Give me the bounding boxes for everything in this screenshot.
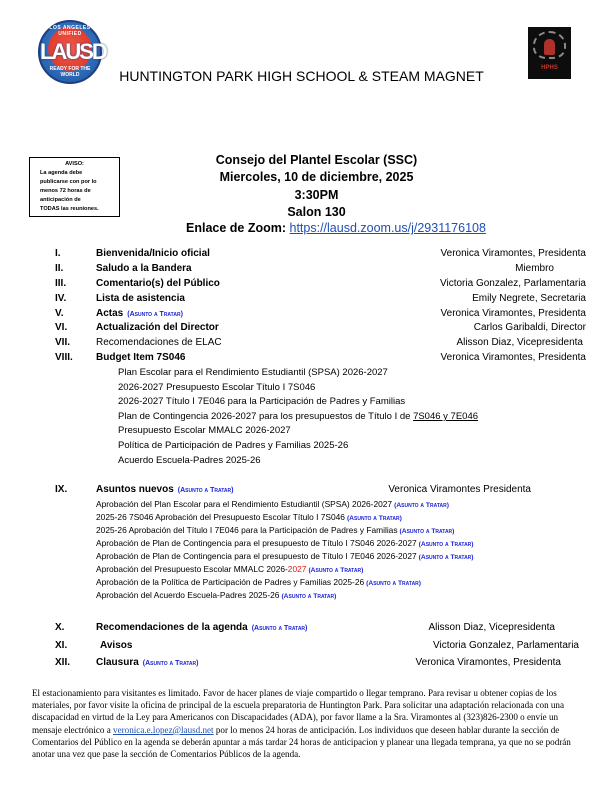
agenda-title-text: Clausura	[96, 657, 139, 668]
discussion-tag: (Asunto a Tratar)	[251, 625, 308, 632]
school-name: HUNTINGTON PARK HIGH SCHOOL & STEAM MAGNET	[119, 68, 484, 84]
agenda-number: II.	[55, 263, 64, 274]
new-item-text: Aprobación del Acuerdo Escuela-Padres 2025-26	[96, 590, 280, 600]
contact-email-link[interactable]: veronica.e.lopez@lausd.net	[113, 724, 214, 735]
footer-text-after: por lo menos 24 horas de anticipación. Los individuos que deseen hablar durante la sección de Comentarios del Público en la agenda se deberán apuntar a más tardar 24 horas de anticipacion y planear una llegada temprana, ya que no se podrán anotar una vez que pase la sección de Comentarios Públicos de la agenda.	[32, 724, 571, 760]
agenda-number: VII.	[55, 337, 71, 348]
new-item-text: Aprobación de Plan de Contingencia para el presupuesto de Título I 7E046 2026-2027	[96, 551, 417, 561]
new-item-text: Aprobación de la Política de Participación de Padres y Familias 2025-26	[96, 577, 365, 587]
agenda-presenter: Carlos Garibaldi, Director	[473, 322, 586, 333]
notice-line: publicarse con por lo	[40, 179, 97, 185]
zoom-line	[186, 221, 486, 235]
new-item	[96, 564, 363, 574]
agenda-number: V.	[55, 308, 64, 319]
agenda-title: Budget Item 7S046	[96, 352, 186, 363]
agenda-title-text: Avisos	[100, 640, 133, 651]
notice-line: La agenda debe	[40, 170, 83, 176]
meeting-room: Salon 130	[287, 205, 346, 219]
discussion-tag: (Asunto a Tratar)	[281, 593, 337, 600]
agenda-presenter: Veronica Viramontes Presidenta	[388, 484, 531, 495]
zoom-label: Enlace de Zoom:	[186, 221, 290, 235]
budget-subitem: 2026-2027 Presupuesto Escolar Título I 7S046	[118, 382, 316, 393]
budget-subitem: Política de Participación de Padres y Familias 2025-26	[118, 440, 349, 451]
agenda-title: Actualización del Director	[96, 322, 219, 333]
new-item	[96, 512, 402, 522]
agenda-title	[96, 657, 198, 668]
budget-subitem	[118, 411, 478, 422]
discussion-tag: (Asunto a Tratar)	[308, 567, 364, 574]
meeting-title: Consejo del Plantel Escolar (SSC)	[215, 153, 418, 167]
agenda-title	[96, 640, 132, 651]
meeting-time: 3:30PM	[294, 188, 339, 202]
discussion-tag: (Asunto a Tratar)	[394, 502, 449, 509]
new-item	[96, 577, 421, 587]
logo-ring-bottom-text: READY FOR THE WORLD	[49, 66, 91, 78]
budget-subitem: Plan Escolar para el Rendimiento Estudiantil (SPSA) 2026-2027	[118, 367, 388, 378]
notice-line: menos 72 horas de	[40, 188, 91, 194]
agenda-title: Recomendaciones de ELAC	[96, 337, 222, 348]
agenda-presenter: Alisson Diaz, Vicepresidenta	[456, 337, 583, 348]
agenda-number: X.	[55, 622, 65, 633]
notice-line: TODAS las reuniones.	[40, 206, 99, 212]
agenda-number: XI.	[55, 640, 68, 651]
new-item	[96, 538, 474, 548]
meeting-date: Miercoles, 10 de diciembre, 2025	[219, 170, 414, 184]
agenda-title: Bienvenida/Inicio oficial	[96, 248, 210, 259]
agenda-number: I.	[55, 248, 61, 259]
new-item-text: 2025-26 Aprobación del Título I 7E046 para la Participación de Padres y Familias	[96, 525, 398, 535]
agenda-presenter: Miembro	[515, 263, 554, 274]
logo-ring-top-text: LOS ANGELES UNIFIED	[49, 25, 91, 37]
zoom-link[interactable]: https://lausd.zoom.us/j/2931176108	[289, 221, 486, 235]
budget-subitem: Acuerdo Escuela-Padres 2025-26	[118, 455, 261, 466]
agenda-presenter: Veronica Viramontes, Presidenta	[415, 657, 561, 668]
notice-title: AVISO:	[65, 161, 84, 167]
agenda-title: Lista de asistencia	[96, 293, 185, 304]
agenda-presenter: Veronica Viramontes, Presidenta	[440, 248, 586, 259]
discussion-tag: (Asunto a Tratar)	[127, 311, 183, 318]
agenda-title-text: Recomendaciones de la agenda	[96, 622, 248, 633]
discussion-tag: (Asunto a Tratar)	[177, 487, 234, 494]
agenda-number: IX.	[55, 484, 68, 495]
agenda-presenter: Veronica Viramontes, Presidenta	[440, 352, 586, 363]
footer-note	[32, 687, 577, 760]
agenda-presenter: Veronica Viramontes, Presidenta	[440, 308, 586, 319]
new-item-text: Aprobación de Plan de Contingencia para el presupuesto de Título I 7S046 2026-2027	[96, 538, 417, 548]
discussion-tag: (Asunto a Tratar)	[366, 580, 422, 587]
new-item	[96, 551, 474, 561]
discussion-tag: (Asunto a Tratar)	[418, 554, 474, 561]
agenda-title: Saludo a la Bandera	[96, 263, 192, 274]
budget-codes-underlined: 7S046 y 7E046	[413, 411, 479, 422]
agenda-presenter: Victoria Gonzalez, Parlamentaria	[433, 640, 579, 651]
agenda-title: Comentario(s) del Público	[96, 278, 220, 289]
budget-subitem: Presupuesto Escolar MMALC 2026-2027	[118, 425, 291, 436]
agenda-presenter: Victoria Gonzalez, Parlamentaria	[440, 278, 586, 289]
new-item-text: Aprobación del Plan Escolar para el Rendimiento Estudiantil (SPSA) 2026-2027	[96, 499, 393, 509]
new-item	[96, 590, 336, 600]
agenda-presenter: Emily Negrete, Secretaria	[472, 293, 586, 304]
discussion-tag: (Asunto a Tratar)	[399, 528, 455, 535]
discussion-tag: (Asunto a Tratar)	[142, 660, 199, 667]
agenda-title	[96, 308, 183, 319]
agenda-title	[96, 622, 307, 633]
new-item	[96, 525, 454, 535]
agenda-title-text: Asuntos nuevos	[96, 484, 174, 495]
agenda-number: III.	[55, 278, 67, 289]
hphs-logo-text: HPHS	[541, 65, 558, 71]
new-item-red-year: 2027	[287, 564, 307, 574]
new-item	[96, 499, 449, 509]
agenda-number: VIII.	[55, 352, 73, 363]
agenda-number: IV.	[55, 293, 67, 304]
agenda-number: XII.	[55, 657, 71, 668]
footer-text-before: El estacionamiento para visitantes es limitado. Favor de hacer planes de viaje compartido o llegar temprano. Para revisar u obtener copias de los materiales, por favor visite la oficina de principal de la escuela preparatoria de Huntington Park. Para solicitar una adaptación relacionada con una discapacidad en virtud de la Ley para Americanos con Discapacidades (ADA), por favor llame a la Sra. Viramontes al (323)826-2300 o envíe un mensaje electrónico a	[32, 688, 565, 735]
budget-subitem-text: Plan de Contingencia 2026-2027 para los presupuestos de Título I de	[118, 411, 414, 422]
agenda-number: VI.	[55, 322, 68, 333]
logo-monogram: LAUSD	[40, 39, 106, 64]
agenda-title	[96, 484, 233, 495]
discussion-tag: (Asunto a Tratar)	[418, 541, 474, 548]
new-item-text: Aprobación del Presupuesto Escolar MMALC 2026-	[96, 564, 288, 574]
spartan-helmet-icon	[544, 39, 555, 55]
agenda-title-text: Actas	[96, 308, 124, 319]
agenda-presenter: Alisson Diaz, Vicepresidenta	[428, 622, 555, 633]
budget-subitem: 2026-2027 Título I 7E046 para la Participación de Padres y Familias	[118, 396, 406, 407]
discussion-tag: (Asunto a Tratar)	[346, 515, 402, 522]
new-item-text: 2025-26 7S046 Aprobación del Presupuesto Escolar Título I 7S046	[96, 512, 345, 522]
notice-line: anticipación de	[40, 197, 81, 203]
